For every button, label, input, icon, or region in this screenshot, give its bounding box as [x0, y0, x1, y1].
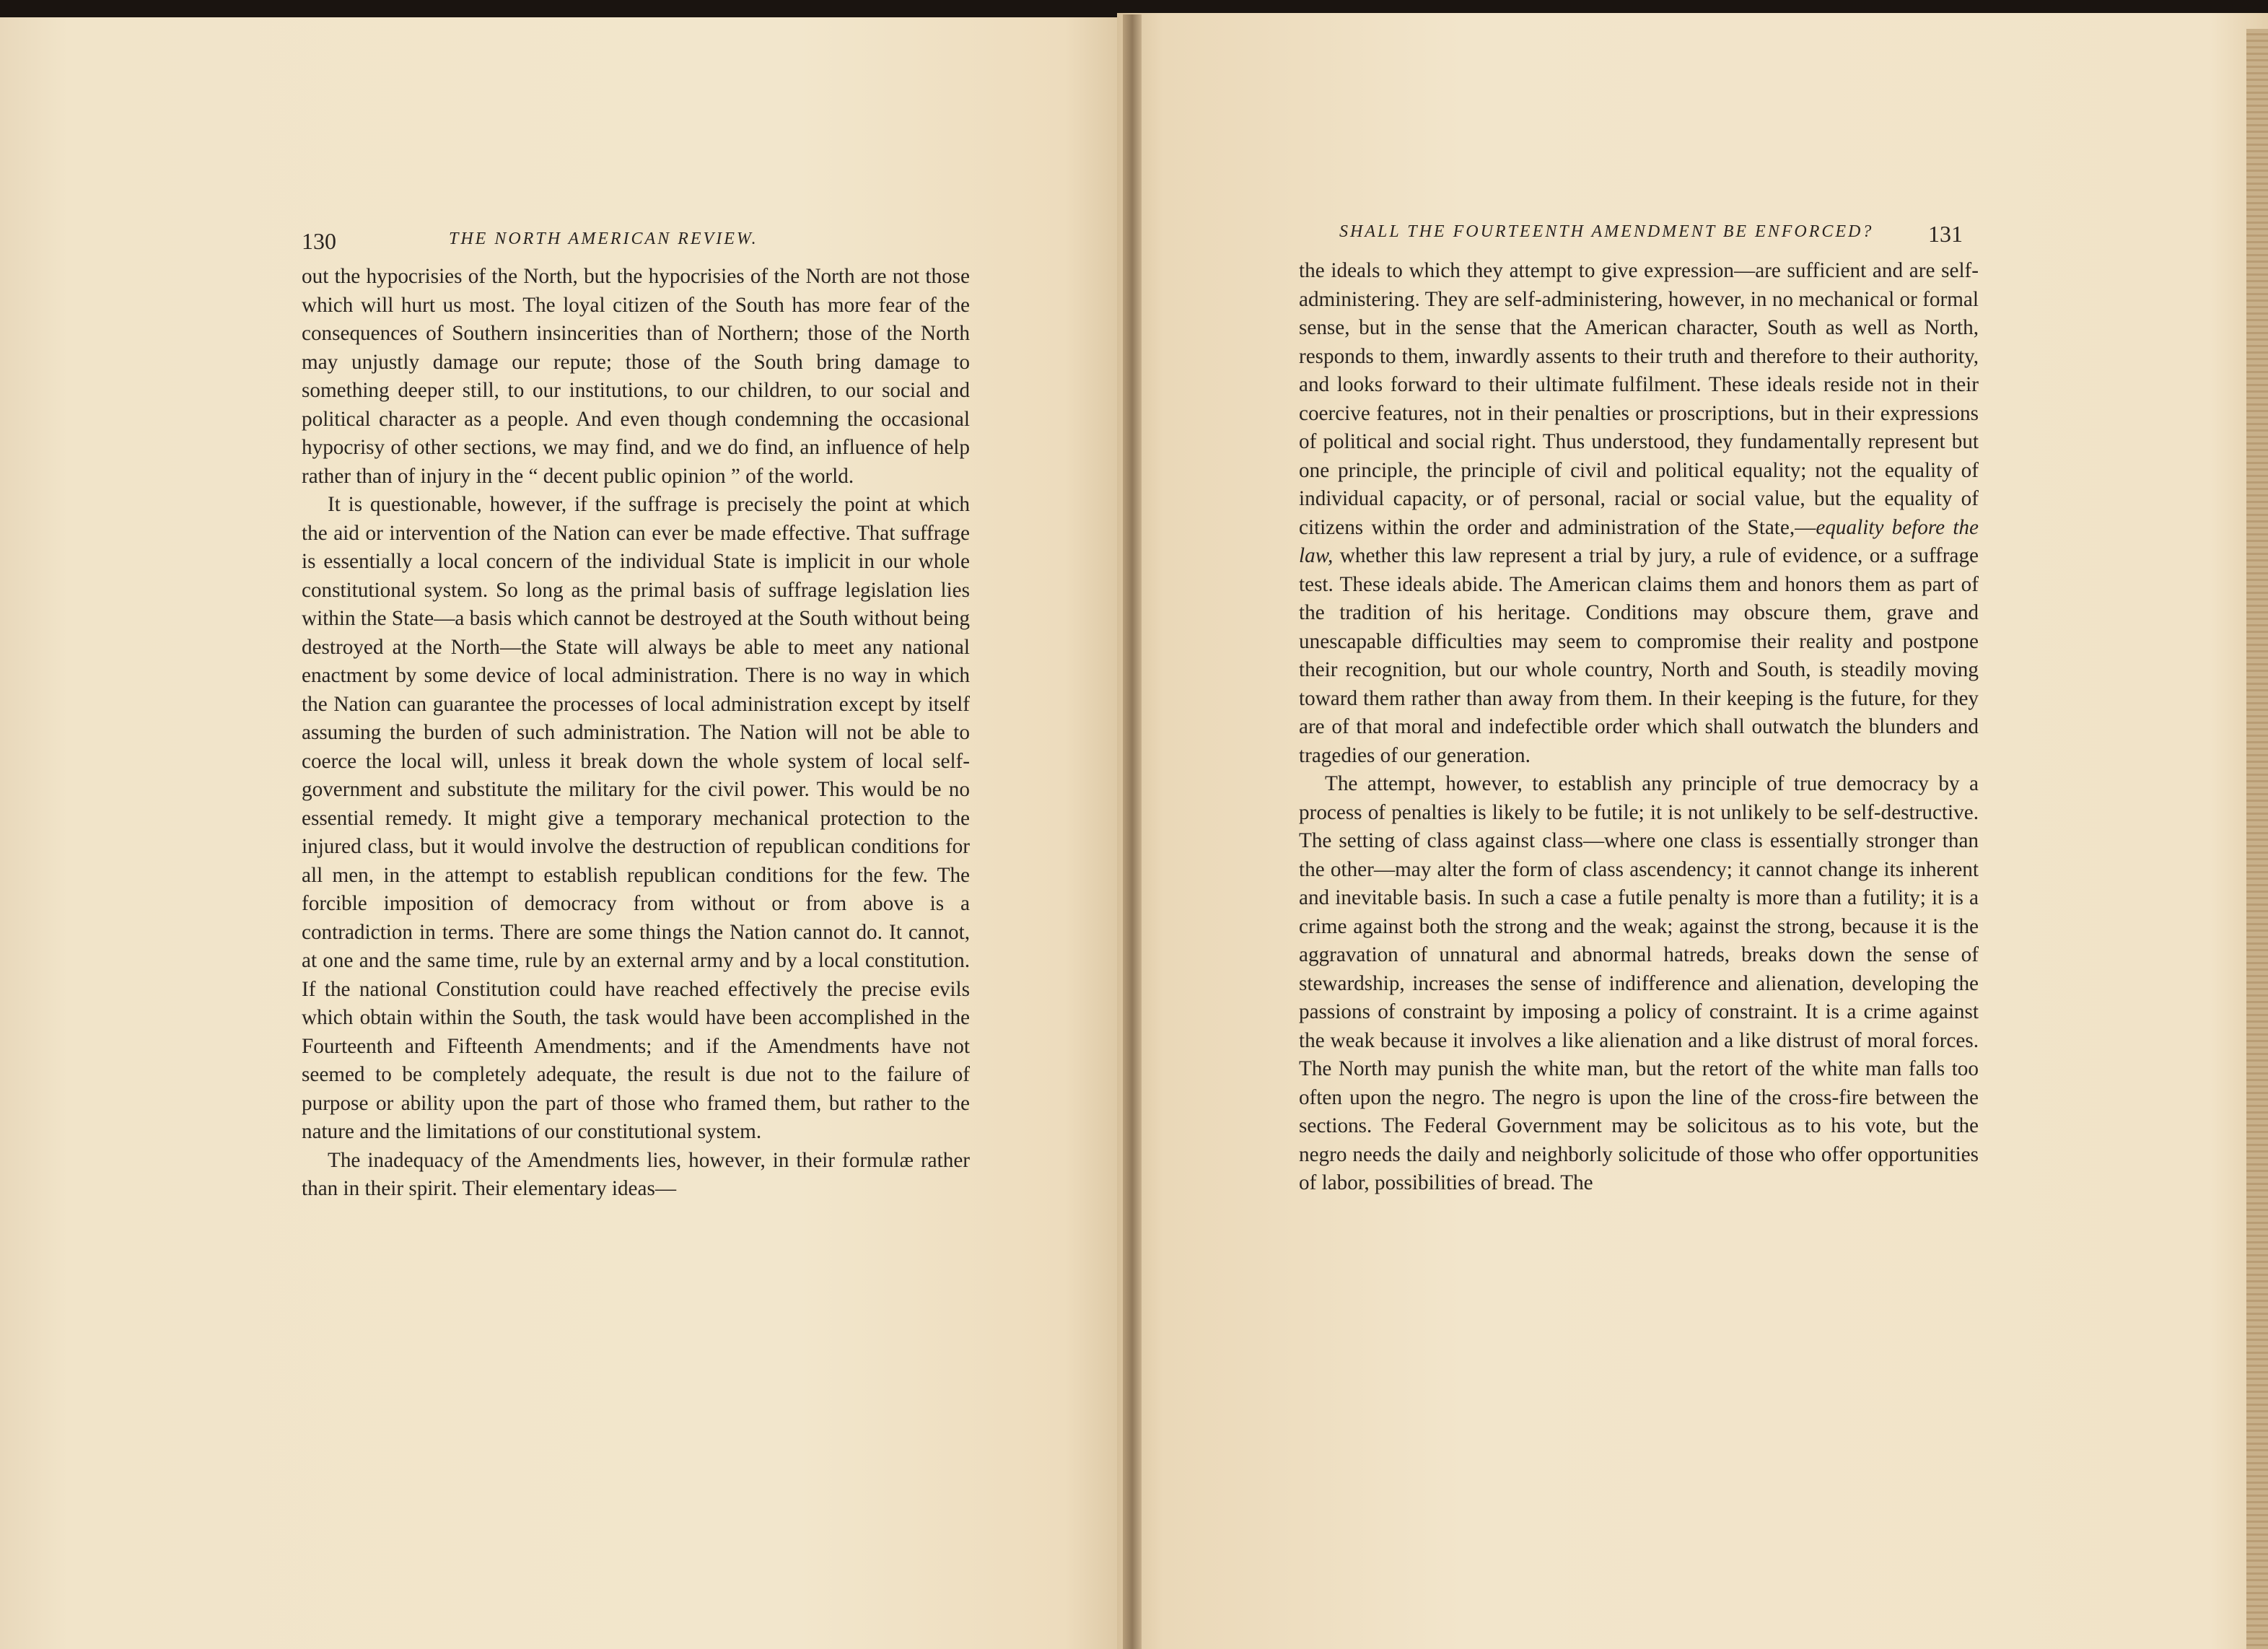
right-paragraph-1 — [1299, 257, 1979, 770]
right-paragraph-1-text-a: the ideals to which they attempt to give expression—are sufficient and are self-administering. They are self-administering, however, in no mechanical or formal sense, but in the sense that the American character, South as well as North, responds to them, inwardly assents to their truth and therefore to their authority, and looks forward to their ultimate fulfilment. These ideals reside not in their coercive features, not in their penalties or proscriptions, but in their expressions of political and social right. Thus understood, they fundamentally represent but one principle, the principle of civil and political equality; not the equality of individual capacity, or of personal, racial or social value, but the equality of citizens within the order and administration of the State,— — [1299, 259, 1979, 539]
right-page-number: 131 — [1928, 221, 1963, 247]
left-paragraph-1: out the hypocrisies of the North, but the hypocrisies of the North are not those which will hurt us most. The loyal citizen of the South has more fear of the consequences of Southern insincerities than of Northern; those of the North may unjustly damage our repute; those of the South bring damage to something deeper still, to our institutions, to our children, to our social and political character as a people. And even though condemning the occasional hypocrisy of other sections, we may find, and we do find, an influence of help rather than of injury in the “ decent public opinion ” of the world. — [302, 265, 970, 488]
left-paragraph-2: It is questionable, however, if the suffrage is precisely the point at which the aid or intervention of the Nation can ever be made effective. That suffrage is essentially a local concern of the individual State is implicit in our whole constitutional system. So long as the primal basis of suffrage legislation lies within the State—a basis which cannot be destroyed at the South without being destroyed at the North—the State will always be able to meet any national enactment by some device of local administration. There is no way in which the Nation can guarantee the processes of local administration except by itself assuming the burden of such administration. The Nation will not be able to coerce the local will, unless it break down the whole system of local self-government and substitute the military for the civil power. This would be no essential remedy. It might give a temporary mechanical protection to the injured class, but it would involve the destruction of republican conditions for all men, in the attempt to establish republican conditions for the few. The forcible imposition of democracy from without or from above is a contradiction in terms. There are some things the Nation cannot do. It cannot, at one and the same time, rule by an external army and by a local constitution. If the national Constitution could have reached effectively the precise evils which obtain within the South, the task would have been accomplished in the Fourteenth and Fifteenth Amendments; and if the Amendments have not seemed to be completely adequate, the result is due not to the failure of purpose or ability upon the part of those who framed them, but rather to the nature and the limitations of our constitutional system. — [302, 493, 970, 1143]
left-running-head: THE NORTH AMERICAN REVIEW. — [449, 229, 758, 248]
right-paragraph-2: The attempt, however, to establish any principle of true democracy by a process of penalties is likely to be futile; it is not unlikely to be self-destructive. The setting of class against class—where one class is essentially stronger than the other—may alter the form of class ascendency; it cannot change its inherent and inevitable basis. In such a case a futile penalty is more than a futility; it is a crime against both the strong and the weak; against the strong, because it is the aggravation of unnatural and abnormal hatreds, breaks down the sense of stewardship, increases the sense of indifference and alienation, developing the passions of constraint by imposing a policy of constraint. It is a crime against the weak because it involves a like alienation and a like distrust of moral forces. The North may punish the white man, but the retort of the white man falls too often upon the negro. The negro is upon the line of the cross-fire between the sections. The Federal Government may be solicitous as to his vote, but the negro needs the daily and neighborly solicitude of those who offer opportunities of labor, possibilities of bread. The — [1299, 772, 1979, 1194]
book-gutter — [1123, 14, 1142, 1649]
left-paragraph-3: The inadequacy of the Amendments lies, however, in their formulæ rather than in their spirit. Their elementary ideas— — [302, 1148, 970, 1200]
left-page-number: 130 — [302, 228, 336, 254]
right-text-column — [1299, 257, 1979, 1198]
page-edge — [2246, 29, 2268, 1649]
left-running-header — [302, 228, 987, 260]
right-running-header — [1339, 221, 1974, 253]
right-running-head: SHALL THE FOURTEENTH AMENDMENT BE ENFORCED? — [1339, 222, 1874, 241]
right-paragraph-1-text-b: whether this law represent a trial by jury, a rule of evidence, or a suffrage test. These ideals abide. The American claims them and honors them as part of the tradition of his heritage. Conditions may obscure them, grave and unescapable difficulties may seem to compromise their reality and postpone their recognition, but our whole country, North and South, is steadily moving toward them rather than away from them. In their keeping is the future, for they are of that moral and indefectible order which shall outwatch the blunders and tragedies of our generation. — [1299, 544, 1979, 767]
right-paragraph-1-italic: equality before the law, — [1299, 515, 1979, 567]
left-text-column — [302, 263, 970, 1204]
